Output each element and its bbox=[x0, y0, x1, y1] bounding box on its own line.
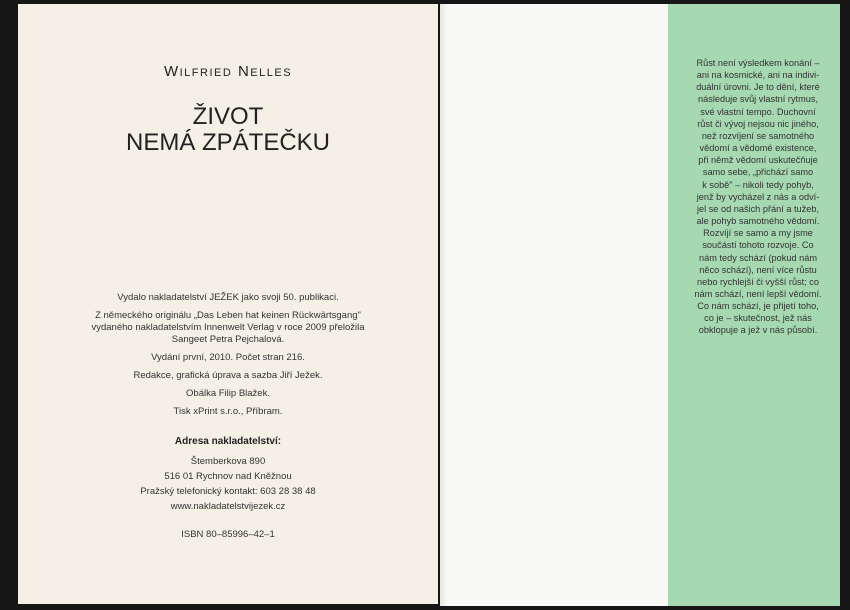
blurb-line: ale pohyb samotného vědomí. bbox=[696, 216, 820, 227]
green-cover-flap bbox=[668, 4, 840, 606]
blurb-line: Růst není výsledkem konání – bbox=[696, 58, 820, 68]
blurb-line: při němž vědomí uskutečňuje bbox=[698, 155, 818, 166]
blurb-line: co je – skutečnost, jež nás bbox=[704, 313, 812, 324]
blurb-line: obklopuje a jež v nás působí. bbox=[698, 325, 818, 336]
colophon-line: Obálka Filip Blažek. bbox=[186, 388, 270, 399]
blurb-line: Co nám schází, je přijetí toho, bbox=[697, 301, 819, 312]
blurb-line: jel se od našich přání a tužeb, bbox=[696, 203, 820, 214]
blurb-line: následuje svůj vlastní rytmus, bbox=[698, 94, 818, 105]
isbn: ISBN 80–85996–42–1 bbox=[181, 529, 275, 540]
blurb-line: k sobě" – nikoli tedy pohyb, bbox=[702, 179, 814, 190]
blurb-line: nám schází, není lepší vědomí. bbox=[694, 288, 822, 299]
colophon-line: Vydalo nakladatelství JEŽEK jako svoji 50. publikaci. bbox=[117, 292, 339, 303]
blurb-line: než rozvíjení se samotného bbox=[701, 130, 815, 141]
book-title bbox=[18, 104, 438, 156]
blurb-line: růst či vývoj nejsou nic jiného, bbox=[697, 118, 819, 129]
colophon bbox=[18, 292, 438, 424]
blurb-line: nám tedy schází (pokud nám bbox=[699, 252, 817, 263]
address-line: 516 01 Rychnov nad Kněžnou bbox=[164, 471, 292, 482]
blurb-line: samo sebe, „přichází samo bbox=[702, 167, 814, 178]
blurb-text bbox=[684, 57, 832, 337]
colophon-line: Vydání první, 2010. Počet stran 216. bbox=[151, 352, 305, 363]
address-line: www.nakladatelstvijezek.cz bbox=[170, 501, 286, 512]
blurb-line: nebo rychlejší či vyšší růst; co bbox=[696, 276, 820, 287]
blurb-line: své vlastní tempo. Duchovní bbox=[700, 106, 816, 117]
blurb-line: součástí tohoto rozvoje. Co bbox=[702, 240, 814, 251]
gutter-shadow bbox=[440, 4, 448, 606]
blurb-line: vědomí a vědomé existence, bbox=[699, 143, 817, 154]
left-page bbox=[18, 4, 438, 604]
address-line: Štemberkova 890 bbox=[190, 456, 266, 467]
blurb-line: ani na kosmické, ani na indivi- bbox=[696, 70, 820, 81]
blurb-line: něco schází), není více růstu bbox=[699, 264, 817, 275]
colophon-line: Redakce, grafická úprava a sazba Jiří Ježek. bbox=[133, 370, 323, 381]
address-block bbox=[18, 454, 438, 514]
right-page bbox=[440, 4, 840, 606]
blurb-line: jenž by vycházel z nás a odví- bbox=[696, 191, 820, 202]
title-line: ŽIVOT bbox=[192, 103, 264, 130]
title-line: NEMÁ ZPÁTEČKU bbox=[125, 129, 331, 156]
blurb-line: Rozvíjí se samo a my jsme bbox=[703, 228, 813, 239]
blurb-line: duální úrovni. Je to dění, které bbox=[696, 82, 820, 93]
address-line: Pražský telefonický kontakt: 603 28 38 48 bbox=[140, 486, 316, 497]
colophon-line: Z německého originálu „Das Leben hat keinen Rückwärtsgang" vydaného nakladatelstvím Innenwelt Verlag v roce 2009 přeložila Sangeet Petra Pejchalová. bbox=[91, 310, 365, 345]
address-heading: Adresa nakladatelství: bbox=[174, 436, 282, 447]
colophon-line: Tisk xPrint s.r.o., Příbram. bbox=[173, 406, 283, 417]
author-name: Wilfried Nelles bbox=[163, 63, 293, 80]
